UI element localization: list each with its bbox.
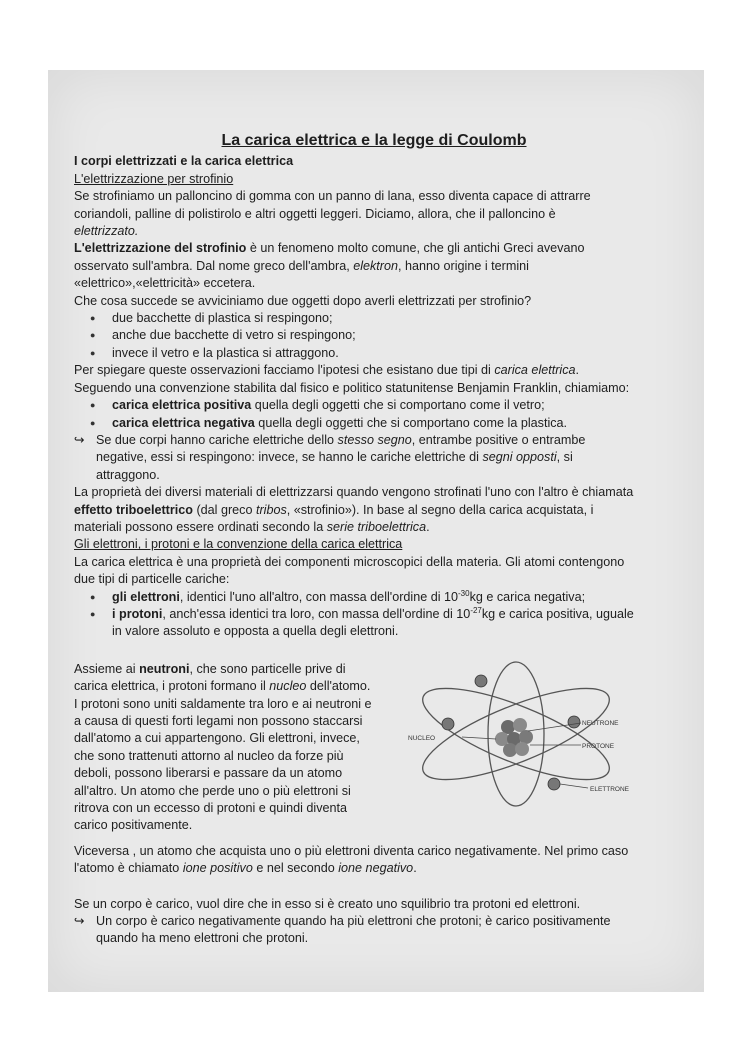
paragraph: La carica elettrica è una proprietà dei componenti microscopici della materia. Gli atomi contengono due tipi di particelle cariche: (74, 554, 625, 587)
paragraph: L'elettrizzazione del strofinio è un fenomeno molto comune, che gli antichi Greci avevano osservato sull'ambra. Dal nome greco dell'ambra, elektron, hanno origine i termini «elettrico»,«elettricità» eccetera. (74, 241, 585, 291)
document-body (74, 132, 634, 948)
label-neutrone: NEUTRONE (582, 719, 619, 727)
subheading-elettroni: Gli elettroni, i protoni e la convenzione della carica elettrica (74, 537, 403, 552)
arrow-note: ↪ Un corpo è carico negativamente quando ha più elettroni che protoni; è carico positivamente quando ha meno elettroni che protoni. (74, 914, 611, 946)
atom-section (74, 661, 634, 843)
arrow-note: ↪ Se due corpi hanno cariche elettriche dello stesso segno, entrambe positive o entrambe negative, essi si respingono: invece, se hanno le cariche elettriche di segni opposti, si attraggono. (74, 432, 586, 482)
paragraph: Se strofiniamo un palloncino di gomma con un panno di lana, esso diventa capace di attrarre coriandoli, palline di polistirolo e altri oggetti leggeri. Diciamo, allora, che il palloncino è elettrizzato. (74, 189, 591, 239)
label-protone: PROTONE (582, 742, 615, 750)
observation-list (74, 310, 634, 362)
page-title: La carica elettrica e la legge di Coulomb (221, 132, 527, 149)
list-item: ● anche due bacchette di vetro si respingono; (112, 327, 634, 344)
list-item: ● carica elettrica positiva quella degli oggetti che si comportano come il vetro; (112, 397, 634, 414)
paragraph: Viceversa , un atomo che acquista uno o più elettroni diventa carico negativamente. Nel primo caso l'atomo è chiamato ione positivo e nel secondo ione negativo. (74, 843, 629, 876)
paragraph: La proprietà dei diversi materiali di elettrizzarsi quando vengono strofinati l'uno con l'altro è chiamata effetto triboelettrico (dal greco tribos, «strofinio»). In base al segno della carica acquistata, i materiali possono essere ordinati secondo la serie triboelettrica. (74, 485, 634, 534)
particle-list (74, 589, 634, 641)
atom-paragraph: Assieme ai neutroni, che sono particelle prive di carica elettrica, i protoni formano il nucleo dell'atomo. I protoni sono uniti saldamente tra loro e ai neutroni e a causa di questi forti legami non possono staccarsi dall'atomo a cui appartengono. Gli elettroni, invece, che sono trattenuti attorno al nucleo da forze più deboli, possono liberarsi e passare da un atomo all'altro. Un atomo che perde uno o più elettroni si ritrova con un eccesso di protoni e quindi diventa carico positivamente. (74, 661, 372, 833)
electron (442, 718, 454, 730)
electron (568, 716, 580, 728)
list-item: ● due bacchette di plastica si respingono; (112, 310, 634, 327)
paragraph: Se un corpo è carico, vuol dire che in esso si è creato uno squilibrio tra protoni ed elettroni. (74, 896, 581, 911)
nucleus (495, 718, 533, 757)
electron (475, 675, 487, 687)
list-item: ● gli elettroni, identici l'uno all'altro, con massa dell'ordine di $10^{-30}kg$ e carica negativa; (112, 589, 634, 606)
list-item: ● invece il vetro e la plastica si attraggono. (112, 345, 634, 362)
electron (548, 778, 560, 790)
section-heading: I corpi elettrizzati e la carica elettrica (74, 154, 294, 169)
question: Che cosa succede se avviciniamo due oggetti dopo averli elettrizzati per strofinio? (74, 293, 532, 308)
list-item: ● i protoni, anch'essa identici tra loro, con massa dell'ordine di $10^{-27}kg$ e carica positiva, uguale in valore assoluto e opposta a quella degli elettroni. (112, 606, 634, 641)
label-elettrone: ELETTRONE (590, 785, 630, 793)
list-item: ● carica elettrica negativa quella degli oggetti che si comportano come la plastica. (112, 415, 634, 432)
paragraph: Per spiegare queste osservazioni facciamo l'ipotesi che esistano due tipi di carica elettrica. Seguendo una convenzione stabilita dal fisico e politico statunitense Benjamin Franklin, chiamiamo: (74, 363, 630, 395)
arrow-icon: ↪ (74, 914, 85, 928)
subheading-strofinio: L'elettrizzazione per strofinio (74, 171, 234, 186)
atom-diagram (406, 659, 636, 809)
arrow-icon: ↪ (74, 432, 85, 447)
label-nucleo: NUCLEO (408, 734, 436, 742)
spacer (74, 878, 634, 896)
charge-list (74, 397, 634, 432)
